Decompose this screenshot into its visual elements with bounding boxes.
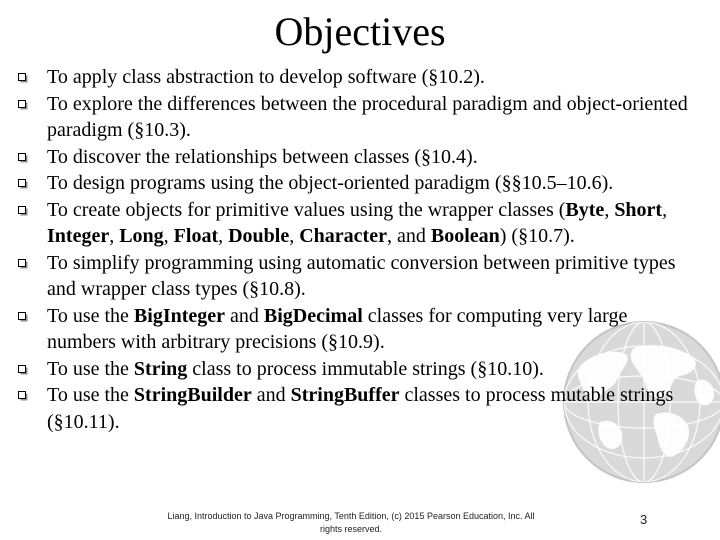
square-bullet-icon: [18, 73, 27, 82]
footer-copyright: [130, 510, 572, 536]
class-name-bold: Double: [228, 225, 290, 247]
objective-text: To design programs using the object-oriented paradigm (§§10.5–10.6).: [47, 172, 614, 194]
page-number: 3: [640, 512, 648, 527]
class-name-bold: Short: [614, 198, 663, 221]
class-name-bold: StringBuffer: [290, 384, 400, 406]
objective-text: , and: [386, 225, 431, 247]
class-name-bold: Float: [173, 225, 219, 247]
objective-text: ,: [163, 225, 174, 247]
square-bullet-icon: [18, 312, 27, 321]
objective-text: To create objects for primitive values using the wrapper classes (: [47, 198, 566, 221]
objective-item: [18, 250, 690, 303]
class-name-bold: Long: [119, 225, 164, 247]
class-name-bold: Boolean: [430, 225, 500, 247]
objective-text: classes for computing very large numbers with arbitrary precisions (§10.9).: [47, 304, 628, 353]
objective-text: To apply class abstraction to develop software (§10.2).: [47, 66, 485, 88]
class-name-bold: StringBuilder: [133, 384, 252, 406]
objectives-list: [18, 64, 690, 435]
square-bullet-icon: [18, 206, 27, 215]
class-name-bold: String: [133, 357, 188, 380]
objective-text: class to process immutable strings (§10.10).: [187, 357, 544, 380]
class-name-bold: BigDecimal: [263, 304, 363, 327]
objective-text: To use the: [47, 357, 134, 380]
objective-text: ) (§10.7).: [499, 225, 575, 247]
objective-text: ,: [289, 225, 300, 247]
class-name-bold: Integer: [47, 225, 110, 247]
objective-text: and: [225, 304, 264, 327]
objective-item: [18, 382, 690, 435]
square-bullet-icon: [18, 391, 27, 400]
objective-item: [18, 64, 690, 91]
objective-text: classes to process mutable strings (§10.11).: [47, 384, 674, 433]
class-name-bold: Character: [299, 225, 387, 247]
square-bullet-icon: [18, 179, 27, 188]
objective-item: [18, 170, 690, 197]
objective-text: and: [251, 384, 291, 406]
objective-item: [18, 91, 690, 144]
class-name-bold: BigInteger: [133, 304, 226, 327]
square-bullet-icon: [18, 259, 27, 268]
slide-title: Objectives: [274, 9, 446, 54]
objective-text: To discover the relationships between classes (§10.4).: [47, 145, 478, 168]
objective-text: To explore the differences between the procedural paradigm and object-oriented paradigm (§10.3).: [47, 92, 688, 141]
objective-text: ,: [662, 198, 668, 221]
objective-text: ,: [604, 198, 615, 221]
footer-line-2: rights reserved.: [319, 524, 383, 534]
objective-text: ,: [218, 225, 229, 247]
objective-text: To simplify programming using automatic conversion between primitive types and wrapper class types (§10.8).: [47, 251, 676, 300]
square-bullet-icon: [18, 365, 27, 374]
square-bullet-icon: [18, 153, 27, 162]
class-name-bold: Byte: [565, 198, 605, 221]
objective-item: [18, 144, 690, 171]
objective-item: [18, 356, 690, 383]
objective-item: [18, 303, 690, 356]
objective-text: To use the: [47, 304, 134, 327]
objective-text: ,: [109, 225, 120, 247]
objective-item: [18, 197, 690, 250]
objective-text: To use the: [47, 384, 134, 406]
footer-line-1: Liang, Introduction to Java Programming, Tenth Edition, (c) 2015 Pearson Education, Inc. All: [167, 511, 535, 521]
square-bullet-icon: [18, 100, 27, 109]
